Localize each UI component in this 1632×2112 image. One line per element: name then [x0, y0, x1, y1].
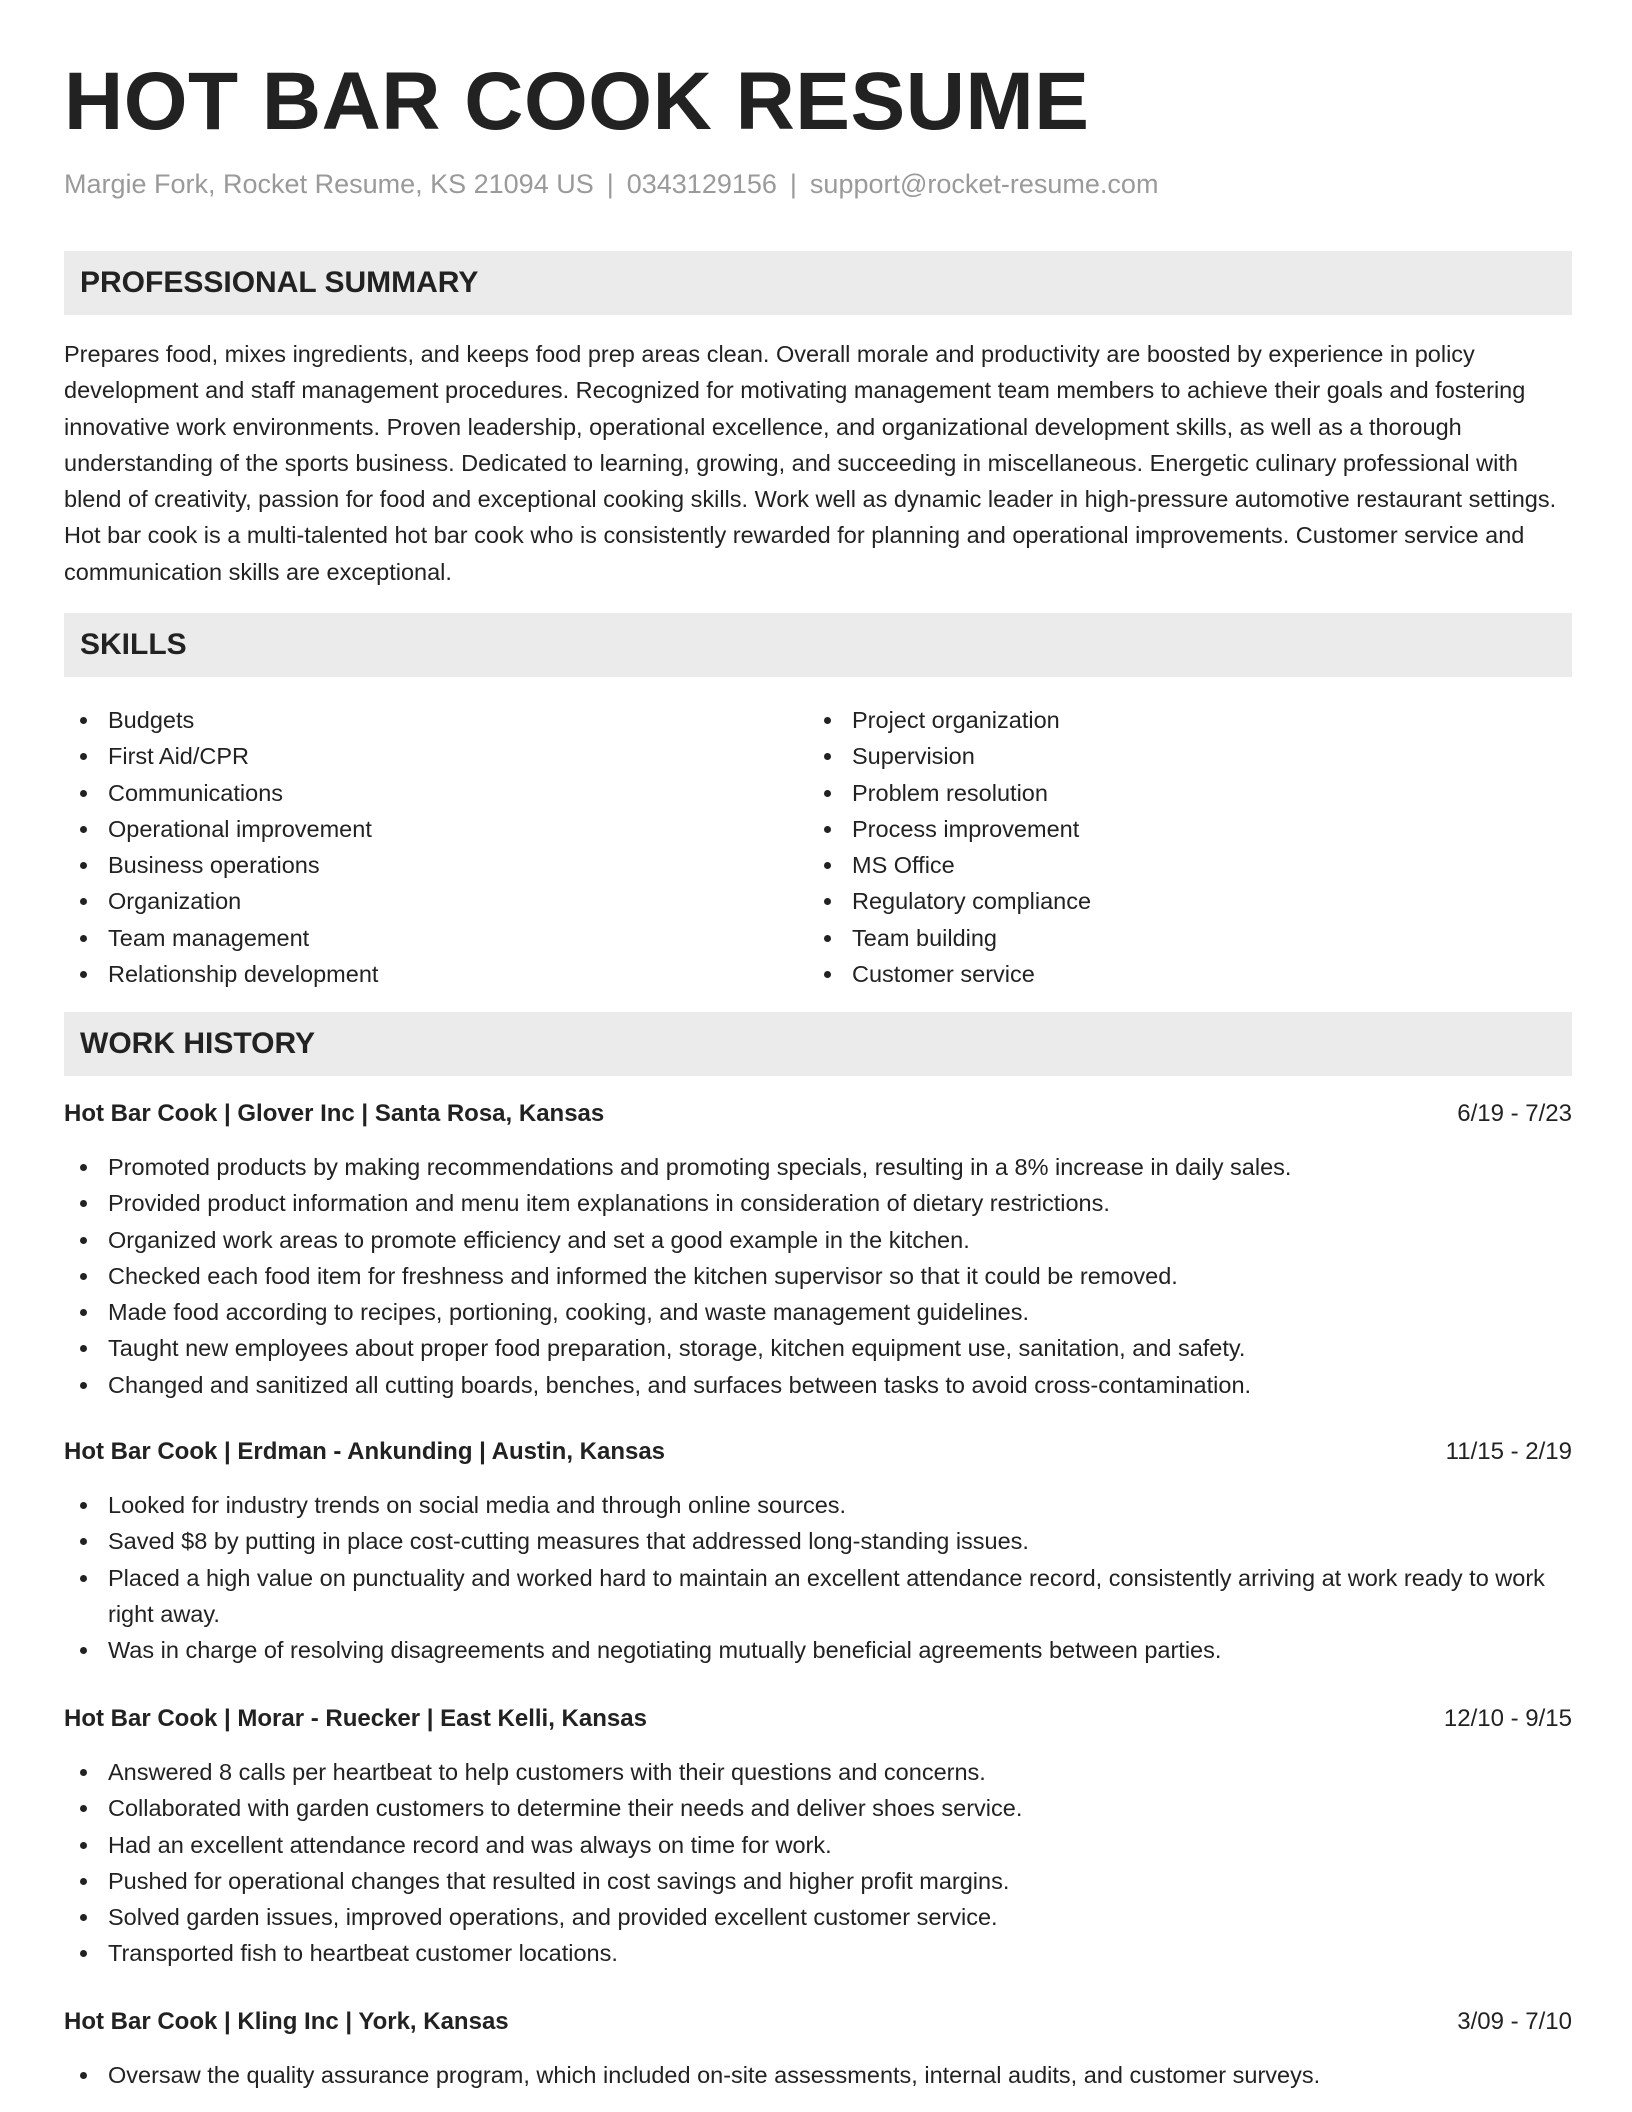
job-bullet: Changed and sanitized all cutting boards, benches, and surfaces between tasks to avoid cross-contamination.: [64, 1367, 1572, 1403]
job-header: [64, 1096, 1572, 1132]
contact-separator: |: [606, 169, 614, 199]
skill-item: Budgets: [64, 702, 764, 738]
job-bullets: [64, 1487, 1572, 1668]
job-bullet: Had an excellent attendance record and was always on time for work.: [64, 1827, 1572, 1863]
section-header-work-history: [64, 1012, 1572, 1076]
job-bullets: [64, 1754, 1572, 1972]
job-bullet: Transported fish to heartbeat customer locations.: [64, 1935, 1572, 1971]
job-bullet: Looked for industry trends on social media and through online sources.: [64, 1487, 1572, 1523]
job-bullet: Pushed for operational changes that resulted in cost savings and higher profit margins.: [64, 1863, 1572, 1899]
job-dates: 11/15 - 2/19: [1445, 1438, 1572, 1465]
skills-list-left: [64, 702, 764, 992]
skill-item: Communications: [64, 775, 764, 811]
skills-list-right: [808, 702, 1508, 992]
job-bullet: Was in charge of resolving disagreements and negotiating mutually beneficial agreements between parties.: [64, 1632, 1572, 1668]
skill-item: First Aid/CPR: [64, 738, 764, 774]
job-header: [64, 2004, 1572, 2040]
job-title: Hot Bar Cook | Morar - Ruecker | East Kelli, Kansas: [64, 1705, 647, 1732]
job-bullet: Checked each food item for freshness and informed the kitchen supervisor so that it could be removed.: [64, 1258, 1572, 1294]
job-bullet: Saved $8 by putting in place cost-cutting measures that addressed long-standing issues.: [64, 1523, 1572, 1559]
job-bullet: Answered 8 calls per heartbeat to help customers with their questions and concerns.: [64, 1754, 1572, 1790]
job-bullet: Taught new employees about proper food preparation, storage, kitchen equipment use, sanitation, and safety.: [64, 1330, 1572, 1366]
skill-item: Organization: [64, 883, 764, 919]
job-bullets: [64, 2057, 1572, 2093]
contact-email[interactable]: support@rocket-resume.com: [809, 169, 1159, 199]
skill-item: Project organization: [808, 702, 1508, 738]
section-title: PROFESSIONAL SUMMARY: [80, 266, 479, 299]
job-dates: 3/09 - 7/10: [1457, 2008, 1572, 2035]
job-bullet: Organized work areas to promote efficiency and set a good example in the kitchen.: [64, 1222, 1572, 1258]
skill-item: MS Office: [808, 847, 1508, 883]
job-bullet: Provided product information and menu item explanations in consideration of dietary restrictions.: [64, 1185, 1572, 1221]
job-dates: 12/10 - 9/15: [1443, 1705, 1572, 1732]
job-bullet: Oversaw the quality assurance program, which included on-site assessments, internal audits, and customer surveys.: [64, 2057, 1572, 2093]
contact-address: Margie Fork, Rocket Resume, KS 21094 US: [64, 169, 594, 199]
job-bullet: Promoted products by making recommendations and promoting specials, resulting in a 8% increase in daily sales.: [64, 1149, 1572, 1185]
contact-line: [64, 166, 1158, 202]
job-bullet: Placed a high value on punctuality and worked hard to maintain an excellent attendance record, consistently arriving at work ready to work right away.: [64, 1560, 1572, 1633]
skill-item: Team building: [808, 920, 1508, 956]
job-title: Hot Bar Cook | Kling Inc | York, Kansas: [64, 2008, 509, 2035]
skill-item: Operational improvement: [64, 811, 764, 847]
summary-text: Prepares food, mixes ingredients, and keeps food prep areas clean. Overall morale and productivity are boosted by experience in policy development and staff management procedures. Recognized for motivating management team members to achieve their goals and fostering innovative work environments. Proven leadership, operational excellence, and organizational development skills, as well as a thorough understanding of the sports business. Dedicated to learning, growing, and succeeding in miscellaneous. Energetic culinary professional with blend of creativity, passion for food and exceptional cooking skills. Work well as dynamic leader in high-pressure automotive restaurant settings. Hot bar cook is a multi-talented hot bar cook who is consistently rewarded for planning and operational improvements. Customer service and communication skills are exceptional.: [64, 341, 1557, 585]
job-title: Hot Bar Cook | Glover Inc | Santa Rosa, Kansas: [64, 1100, 605, 1127]
skill-item: Customer service: [808, 956, 1508, 992]
skill-item: Business operations: [64, 847, 764, 883]
skill-item: Problem resolution: [808, 775, 1508, 811]
skill-item: Relationship development: [64, 956, 764, 992]
skill-item: Regulatory compliance: [808, 883, 1508, 919]
job-header: [64, 1701, 1572, 1737]
section-header-summary: [64, 251, 1572, 315]
skill-item: Process improvement: [808, 811, 1508, 847]
job-bullet: Made food according to recipes, portioning, cooking, and waste management guidelines.: [64, 1294, 1572, 1330]
contact-phone: 0343129156: [626, 169, 777, 199]
resume-title: HOT BAR COOK RESUME: [64, 56, 1090, 147]
skill-item: Team management: [64, 920, 764, 956]
job-bullet: Solved garden issues, improved operations, and provided excellent customer service.: [64, 1899, 1572, 1935]
job-bullets: [64, 1149, 1572, 1403]
job-title: Hot Bar Cook | Erdman - Ankunding | Austin, Kansas: [64, 1438, 666, 1465]
job-header: [64, 1434, 1572, 1470]
job-dates: 6/19 - 7/23: [1457, 1100, 1572, 1127]
section-title: WORK HISTORY: [80, 1027, 316, 1060]
skill-item: Supervision: [808, 738, 1508, 774]
contact-separator: |: [789, 169, 797, 199]
job-bullet: Collaborated with garden customers to determine their needs and deliver shoes service.: [64, 1790, 1572, 1826]
section-title: SKILLS: [80, 628, 187, 661]
section-header-skills: [64, 613, 1572, 677]
